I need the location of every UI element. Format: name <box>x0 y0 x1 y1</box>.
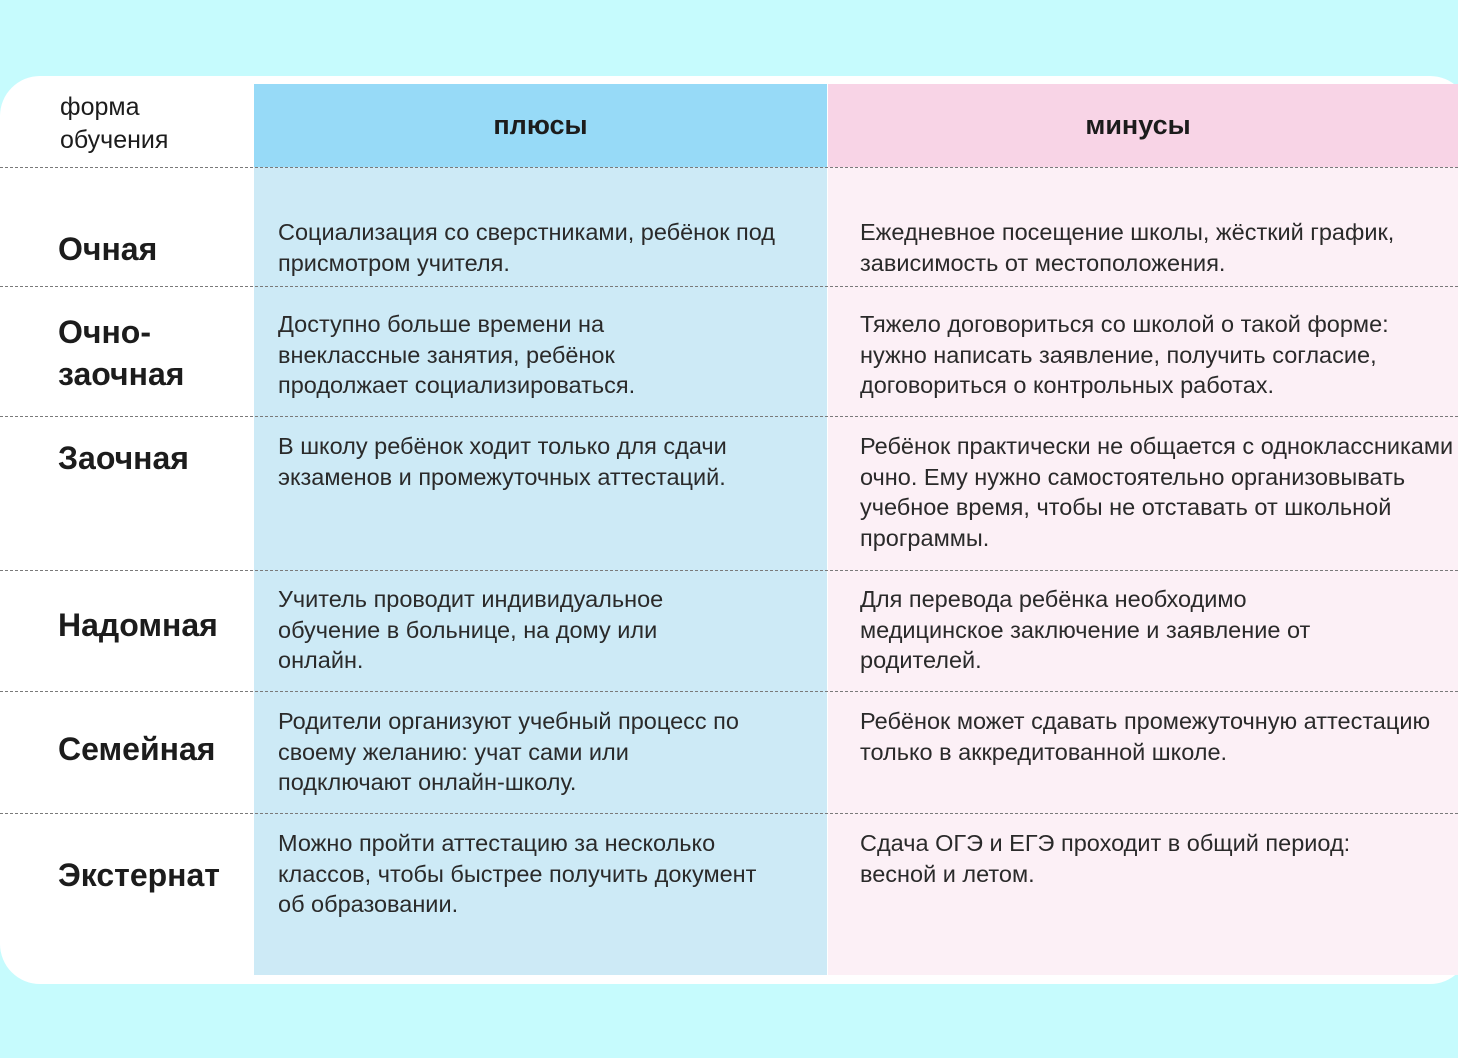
minus-cell: Сдача ОГЭ и ЕГЭ проходит в общий период: весной и летом. <box>860 830 1351 887</box>
minus-cell: Ребёнок может сдавать промежуточную аттестацию только в аккредитованной школе. <box>860 708 1431 765</box>
row-name: Очная <box>58 231 158 267</box>
form-column-header: форма обучения <box>60 93 169 154</box>
minus-cell: Ребёнок практически не общается с одноклассниками очно. Ему нужно самостоятельно организовывать учебное время, чтобы не отставать от школьной программы. <box>860 433 1454 551</box>
plus-cell: Доступно больше времени на внеклассные занятия, ребёнок продолжает социализироваться. <box>278 311 636 398</box>
plus-header: плюсы <box>493 110 588 140</box>
plus-cell: В школу ребёнок ходит только для сдачи экзаменов и промежуточных аттестаций. <box>278 433 727 490</box>
row-name: Надомная <box>58 607 218 643</box>
row-name: Заочная <box>58 440 189 476</box>
row-name: Очно-заочная <box>58 314 185 392</box>
plus-cell: Можно пройти аттестацию за несколько классов, чтобы быстрее получить документ об образовании. <box>278 830 757 917</box>
row-divider <box>0 416 1458 417</box>
minus-cell: Ежедневное посещение школы, жёсткий график, зависимость от местоположения. <box>860 219 1395 276</box>
row-name: Семейная <box>58 731 216 767</box>
row-divider <box>0 813 1458 814</box>
row-divider <box>0 286 1458 287</box>
minus-cell: Тяжело договориться со школой о такой форме: нужно написать заявление, получить согласие, договориться о контрольных работах. <box>860 311 1389 398</box>
plus-cell: Родители организуют учебный процесс по своему желанию: учат сами или подключают онлайн-школу. <box>278 708 739 795</box>
minus-cell: Для перевода ребёнка необходимо медицинское заключение и заявление от родителей. <box>860 586 1311 673</box>
row-divider <box>0 167 1458 168</box>
minus-header: минусы <box>1085 110 1191 140</box>
plus-cell: Учитель проводит индивидуальное обучение в больнице, на дому или онлайн. <box>278 586 664 673</box>
plus-cell: Социализация со сверстниками, ребёнок под присмотром учителя. <box>278 219 776 276</box>
row-divider <box>0 691 1458 692</box>
row-divider <box>0 570 1458 571</box>
row-name: Экстернат <box>58 857 220 893</box>
